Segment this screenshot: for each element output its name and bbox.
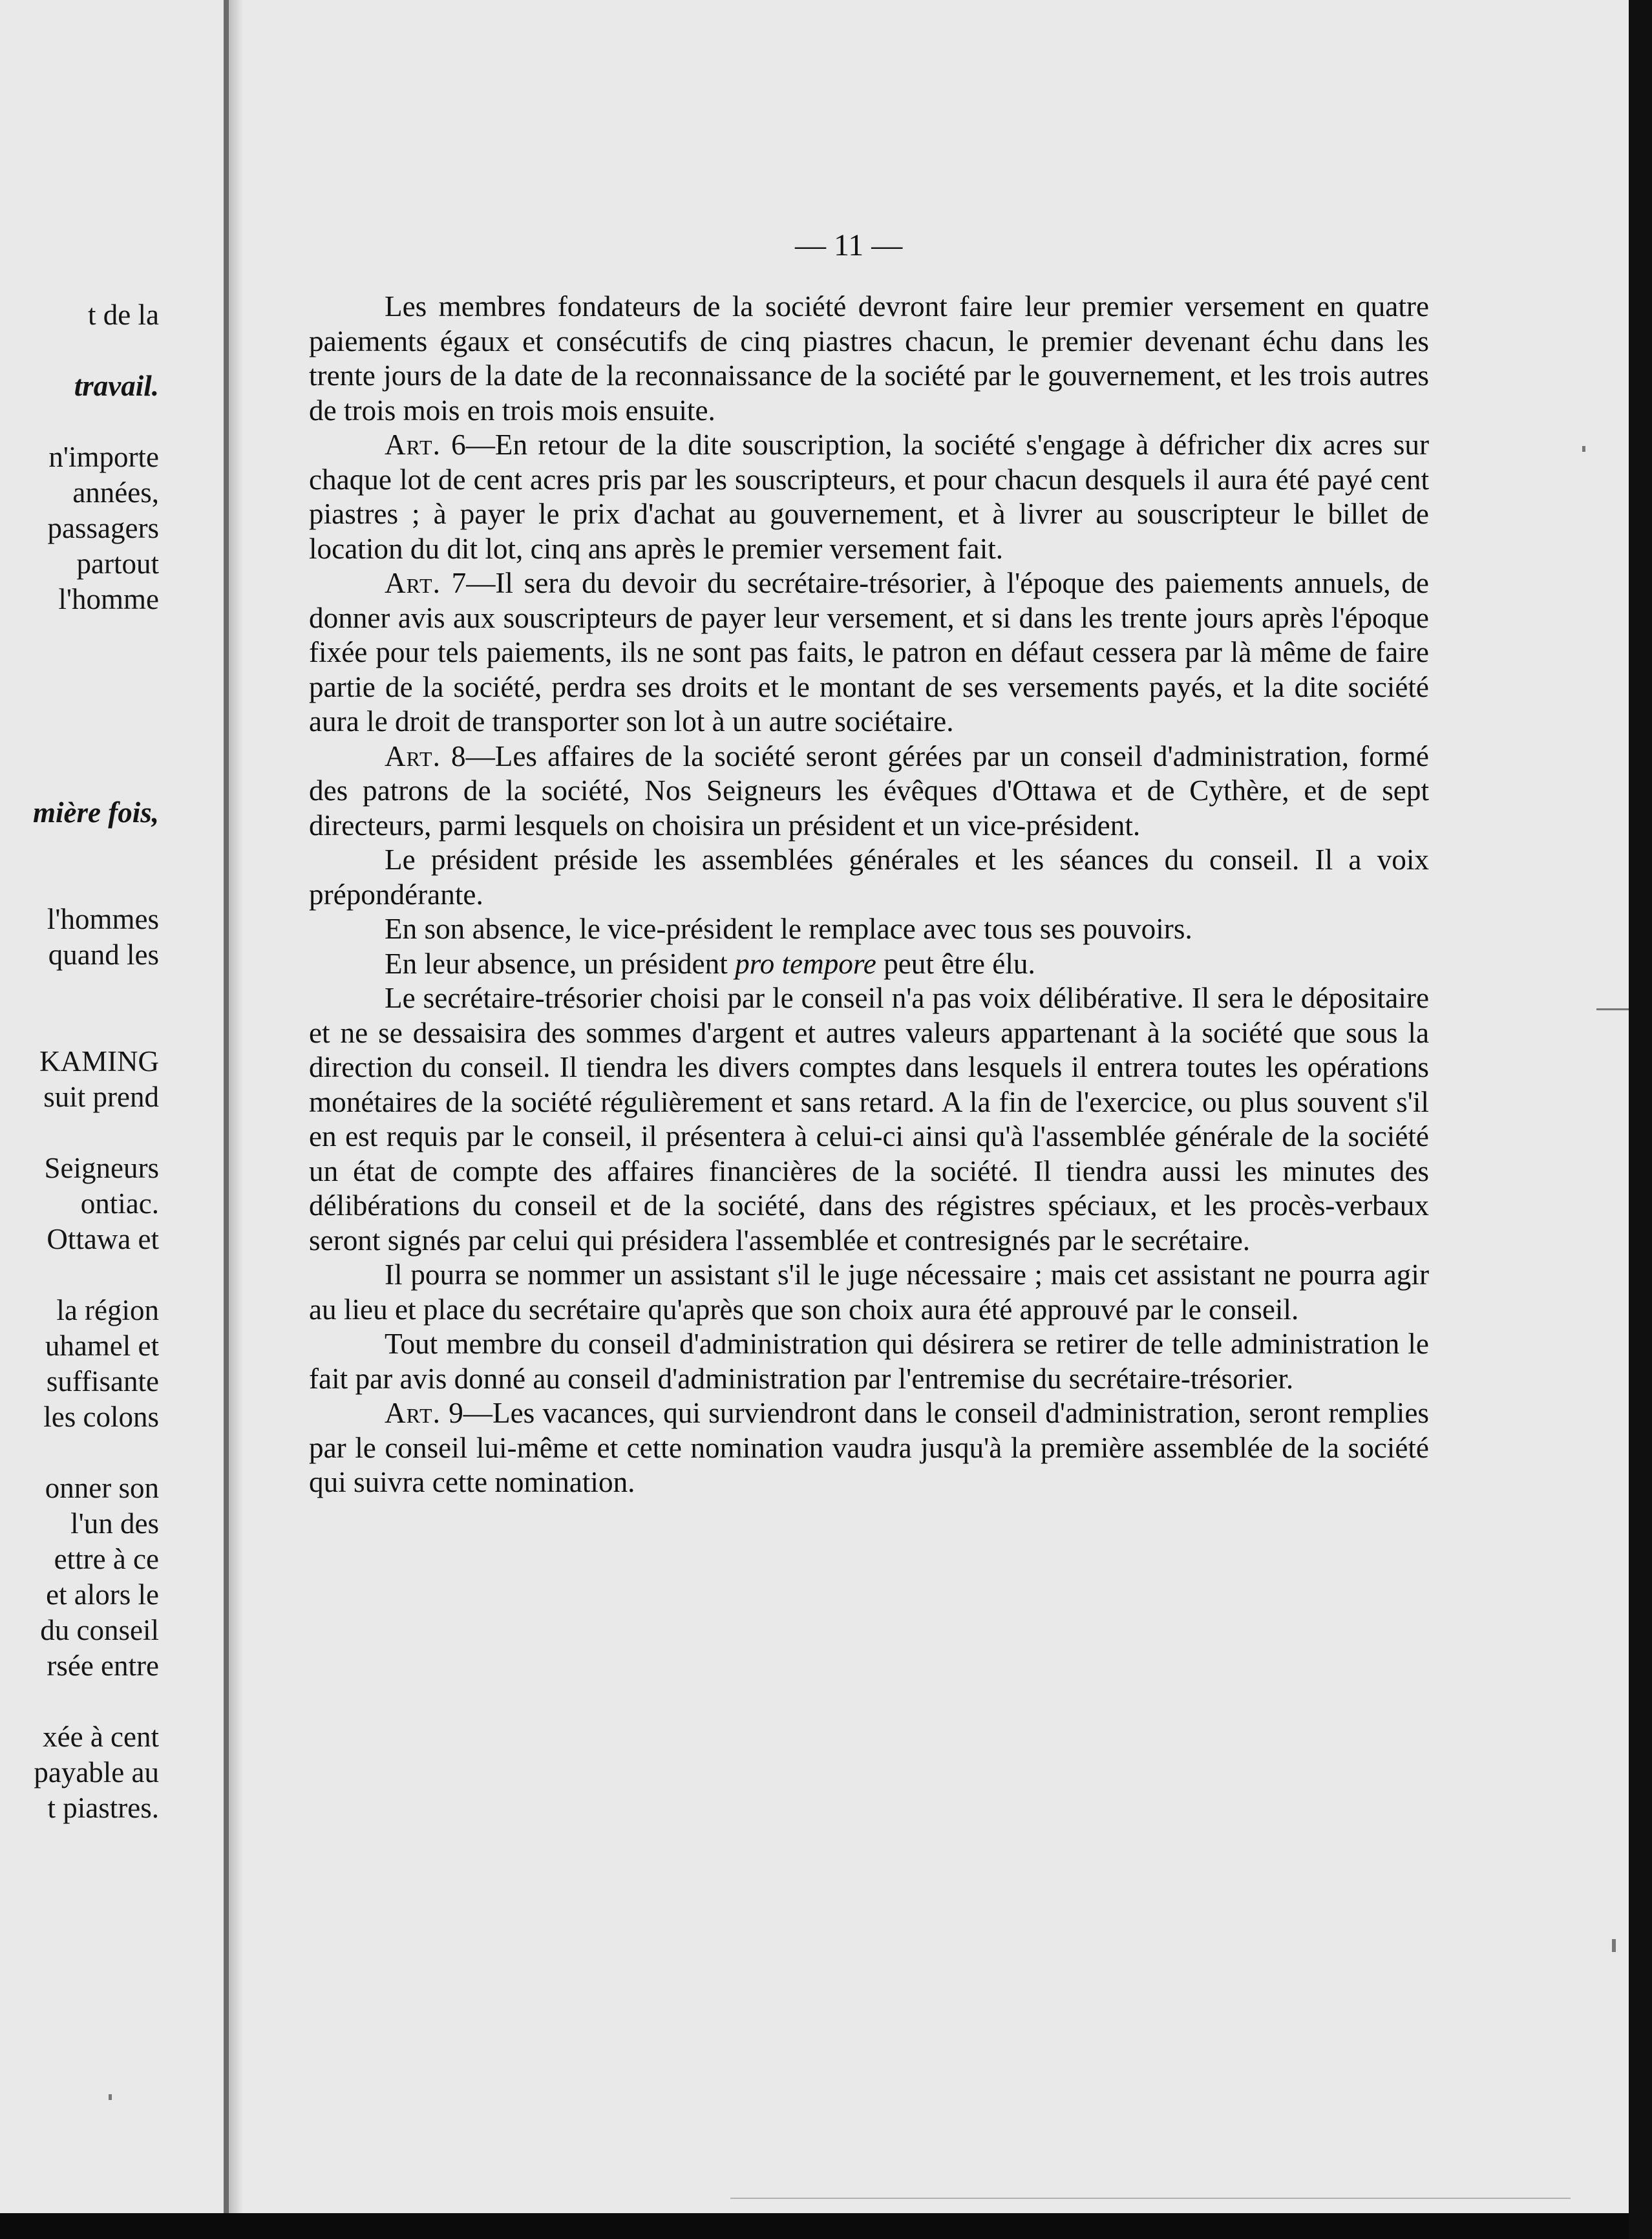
previous-page-fragment	[0, 1008, 159, 1044]
article-label: Art.	[385, 1397, 441, 1429]
scan-speck	[109, 2094, 112, 2100]
previous-page-fragment	[0, 724, 159, 759]
paragraph-text: peut être élu.	[876, 947, 1035, 980]
previous-page-fragment: du conseil	[40, 1614, 159, 1646]
gutter-shadow	[229, 0, 243, 2213]
paragraph-text: Il pourra se nommer un assistant s'il le juge nécessaire ; mais cet assistant ne pourra agir au lieu et place du secrétaire qu'après que son choix aura été approuvé par le conseil.	[309, 1258, 1429, 1326]
page-gutter	[224, 0, 229, 2213]
paragraph	[309, 947, 1429, 982]
previous-page-fragment: t piastres.	[47, 1792, 159, 1824]
previous-page-fragment: onner son	[45, 1472, 159, 1504]
previous-page-fragment: années,	[72, 476, 159, 509]
article-label: Art.	[385, 567, 441, 599]
paragraph-text: 9—Les vacances, qui surviendront dans le conseil d'administration, seront remplies par le conseil lui-même et cette nomination vaudra jusqu'à la première assemblée de la société qui suivra cette nomination.	[309, 1397, 1429, 1498]
previous-page-fragment	[0, 759, 159, 795]
paragraph	[309, 566, 1429, 739]
previous-page-fragment: suit prend	[43, 1081, 159, 1113]
previous-page-fragment: l'un des	[70, 1507, 159, 1540]
previous-page-fragment	[0, 866, 159, 902]
paragraph	[309, 1396, 1429, 1500]
previous-page-fragment: les colons	[43, 1401, 159, 1433]
previous-page-fragment: passagers	[47, 512, 159, 544]
previous-page-fragment: Ottawa et	[47, 1223, 159, 1255]
previous-page-fragment: KAMING	[39, 1045, 159, 1077]
previous-page-fragment: Seigneurs	[44, 1152, 159, 1184]
scan-speck	[1582, 446, 1585, 452]
previous-page-fragment	[0, 333, 159, 368]
previous-page-fragment: partout	[76, 547, 159, 580]
paragraph	[309, 843, 1429, 912]
previous-page-column	[0, 297, 159, 1826]
previous-page-fragment: mière fois,	[33, 796, 159, 829]
previous-page-fragment: travail.	[74, 370, 159, 402]
paragraph	[309, 912, 1429, 947]
previous-page-fragment	[0, 1257, 159, 1293]
previous-page-fragment: t de la	[88, 299, 159, 331]
previous-page-fragment	[0, 404, 159, 440]
paragraph	[309, 739, 1429, 844]
paragraph-text: Le président préside les assemblées générales et les séances du conseil. Il a voix prépondérante.	[309, 844, 1429, 911]
paragraph	[309, 981, 1429, 1258]
paragraph-text: Les membres fondateurs de la société devront faire leur premier versement en quatre paiements égaux et consécutifs de cinq piastres chacun, le premier devenant échu dans les trente jours de la date de la reconnaissance de la société par le gouvernement, et les trois autres de trois mois en trois mois ensuite.	[309, 290, 1429, 427]
paragraph	[309, 1327, 1429, 1396]
paragraph-text: 7—Il sera du devoir du secrétaire-trésorier, à l'époque des paiements annuels, de donner avis aux souscripteurs de payer leur versement, et si dans les trente jours après l'époque fixée pour tels paiements, ils ne sont pas faits, le patron en défaut cessera par là même de faire partie de la société, perdra ses droits et le montant de ses versements payés, et la dite société aura le droit de transporter son lot à un autre sociétaire.	[309, 567, 1429, 737]
paragraph-text: 8—Les affaires de la société seront gérées par un conseil d'administration, formé des patrons de la société, Nos Seigneurs les évêques d'Ottawa et de Cythère, et de sept directeurs, parmi lesquels on choisira un président et un vice-président.	[309, 739, 1429, 842]
scan-speck	[1612, 1939, 1616, 1952]
previous-page-fragment: l'hommes	[47, 903, 159, 935]
previous-page-fragment	[0, 1115, 159, 1151]
article-label: Art.	[385, 429, 441, 461]
previous-page-fragment: et alors le	[46, 1578, 159, 1611]
previous-page-fragment	[0, 1435, 159, 1470]
previous-page-fragment	[0, 1684, 159, 1719]
previous-page-fragment: ettre à ce	[54, 1543, 159, 1575]
previous-page-fragment: payable au	[34, 1756, 159, 1788]
previous-page-fragment: la région	[56, 1294, 159, 1326]
previous-page-fragment: uhamel et	[45, 1330, 159, 1362]
paragraph	[309, 428, 1429, 566]
previous-page-fragment	[0, 653, 159, 688]
article-label: Art.	[385, 739, 441, 772]
paragraph	[309, 1258, 1429, 1327]
paragraph-text: 6—En retour de la dite souscription, la société s'engage à défricher dix acres sur chaque lot de cent acres pris par les souscripteurs, et pour chacun desquels il aura été payé cent piastres ; à payer le prix d'achat au gouvernement, et à livrer au souscripteur le billet de location du dit lot, cinq ans après le premier versement fait.	[309, 429, 1429, 565]
previous-page-fragment: rsée entre	[47, 1650, 159, 1682]
previous-page-fragment	[0, 617, 159, 653]
italic-phrase: pro tempore	[735, 947, 876, 980]
previous-page-fragment: l'homme	[58, 583, 159, 615]
previous-page-fragment: n'importe	[48, 441, 159, 473]
previous-page-fragment: ontiac.	[80, 1187, 159, 1220]
scan-border-bottom	[0, 2213, 1652, 2239]
body-text	[309, 290, 1429, 1500]
previous-page-fragment	[0, 688, 159, 724]
previous-page-fragment: xée à cent	[43, 1721, 159, 1753]
paragraph-text: Le secrétaire-trésorier choisi par le conseil n'a pas voix délibérative. Il sera le dépositaire et ne se dessaisira des sommes d'argent et autres valeurs appartenant à la société que sous la direction du conseil. Il tiendra les divers comptes dans lesquels il entrera toutes les opérations monétaires de la société régulièrement et sans retard. A la fin de l'exercice, ou plus souvent s'il en est requis par le conseil, il présentera à celui-ci ainsi qu'à l'assemblée générale de la société un état de compte des affaires financières de la société. Il tiendra aussi les minutes des délibérations du conseil et de la société, dans des régistres spéciaux, et les procès-verbaux seront signés par celui qui présidera l'assemblée et contresignés par le secrétaire.	[309, 982, 1429, 1257]
paragraph-text: Tout membre du conseil d'administration qui désirera se retirer de telle administration le fait par avis donné au conseil d'administration par l'entremise du secrétaire-trésorier.	[309, 1328, 1429, 1395]
scan-speck	[730, 2198, 1571, 2199]
previous-page-fragment	[0, 831, 159, 866]
previous-page-fragment: suffisante	[46, 1365, 159, 1397]
previous-page-fragment	[0, 973, 159, 1008]
paragraph	[309, 290, 1429, 428]
page-number: — 11 —	[795, 228, 903, 262]
paragraph-text: En leur absence, un président	[385, 947, 736, 980]
previous-page-fragment: quand les	[48, 939, 159, 971]
scan-border-right	[1629, 0, 1652, 2239]
paragraph-text: En son absence, le vice-président le remplace avec tous ses pouvoirs.	[385, 913, 1192, 945]
